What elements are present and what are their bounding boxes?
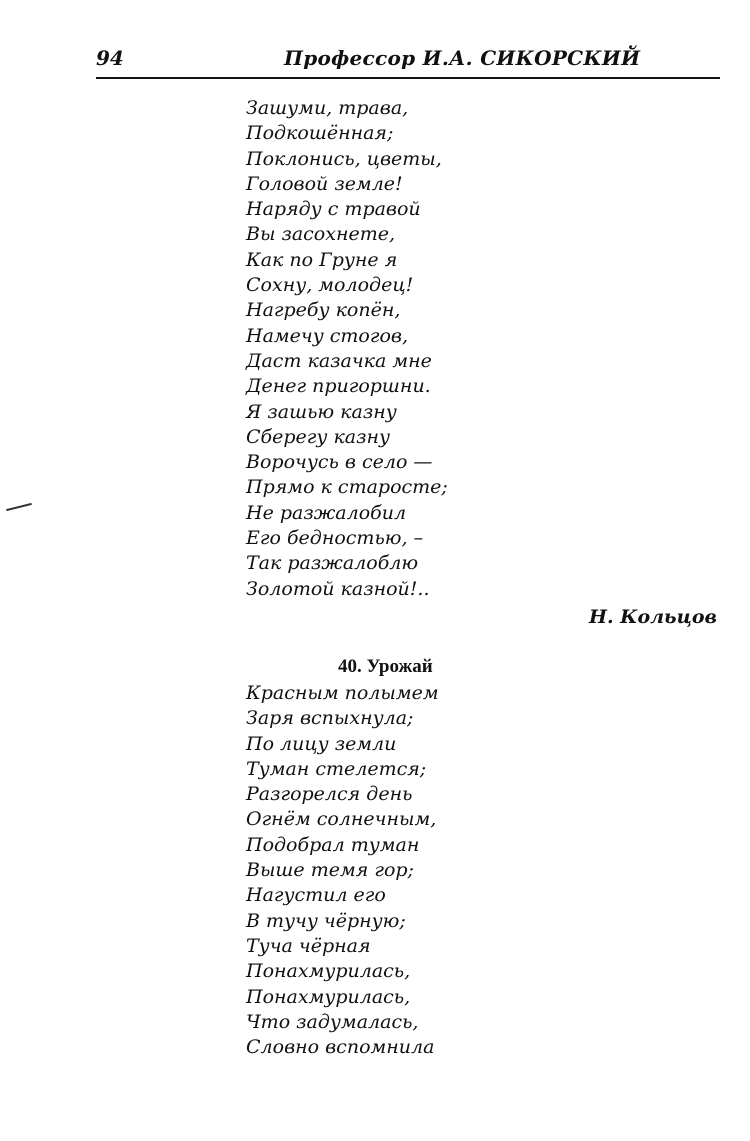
verse-line: Даст казачка мне bbox=[246, 349, 432, 372]
verse-line: В тучу чёрную; bbox=[246, 909, 406, 932]
verse-line: Сохну, молодец! bbox=[246, 274, 414, 297]
verse-line: Так разжалоблю bbox=[246, 552, 419, 575]
verse-line: Золотой казной!.. bbox=[246, 577, 430, 600]
running-title: Профессор И.А. СИКОРСКИЙ bbox=[284, 46, 641, 70]
verse-line: Словно вспомнила bbox=[246, 1036, 435, 1059]
verse-line: Наряду с травой bbox=[246, 198, 421, 221]
verse-line: Ворочусь в село — bbox=[246, 451, 433, 474]
verse-line: Нагребу копён, bbox=[246, 299, 401, 322]
verse-line: Головой земле! bbox=[246, 172, 403, 195]
poem-2-title: 40. Урожай bbox=[338, 656, 433, 677]
poem-1-author: Н. Кольцов bbox=[589, 606, 717, 628]
verse-line: Туман стелется; bbox=[246, 757, 427, 780]
page-number: 94 bbox=[96, 46, 124, 70]
verse-line: Зашуми, трава, bbox=[246, 97, 409, 119]
verse-line: Подкошённая; bbox=[246, 122, 394, 145]
verse-line: Намечу стогов, bbox=[246, 324, 409, 347]
poem-1-text bbox=[246, 96, 448, 602]
verse-line: Его бедностью, – bbox=[246, 527, 424, 550]
verse-line: По лицу земли bbox=[246, 732, 397, 755]
poem-2-text bbox=[246, 681, 439, 1060]
header-divider bbox=[96, 77, 720, 79]
verse-line: Разгорелся день bbox=[246, 783, 413, 806]
verse-line: Прямо к старосте; bbox=[246, 476, 448, 499]
verse-line: Заря вспыхнула; bbox=[246, 707, 414, 730]
verse-line: Вы засохнете, bbox=[246, 223, 396, 246]
verse-line: Как по Груне я bbox=[246, 248, 398, 271]
verse-line: Огнём солнечным, bbox=[246, 808, 437, 831]
verse-line: Поклонись, цветы, bbox=[246, 147, 442, 170]
verse-line: Выше темя гор; bbox=[246, 859, 414, 882]
verse-line: Понахмурилась, bbox=[246, 960, 411, 983]
verse-line: Нагустил его bbox=[246, 884, 386, 907]
verse-line: Красным полымем bbox=[246, 682, 439, 704]
verse-line: Понахмурилась, bbox=[246, 985, 411, 1008]
verse-line: Туча чёрная bbox=[246, 934, 371, 957]
verse-line: Не разжалобил bbox=[246, 501, 407, 524]
verse-line: Денег пригоршни. bbox=[246, 375, 431, 398]
verse-line: Я зашью казну bbox=[246, 400, 397, 423]
verse-line: Подобрал туман bbox=[246, 833, 420, 856]
verse-line: Сберегу казну bbox=[246, 425, 391, 448]
page-header bbox=[96, 46, 720, 78]
scan-mark bbox=[6, 503, 32, 511]
verse-line: Что задумалась, bbox=[246, 1010, 419, 1033]
